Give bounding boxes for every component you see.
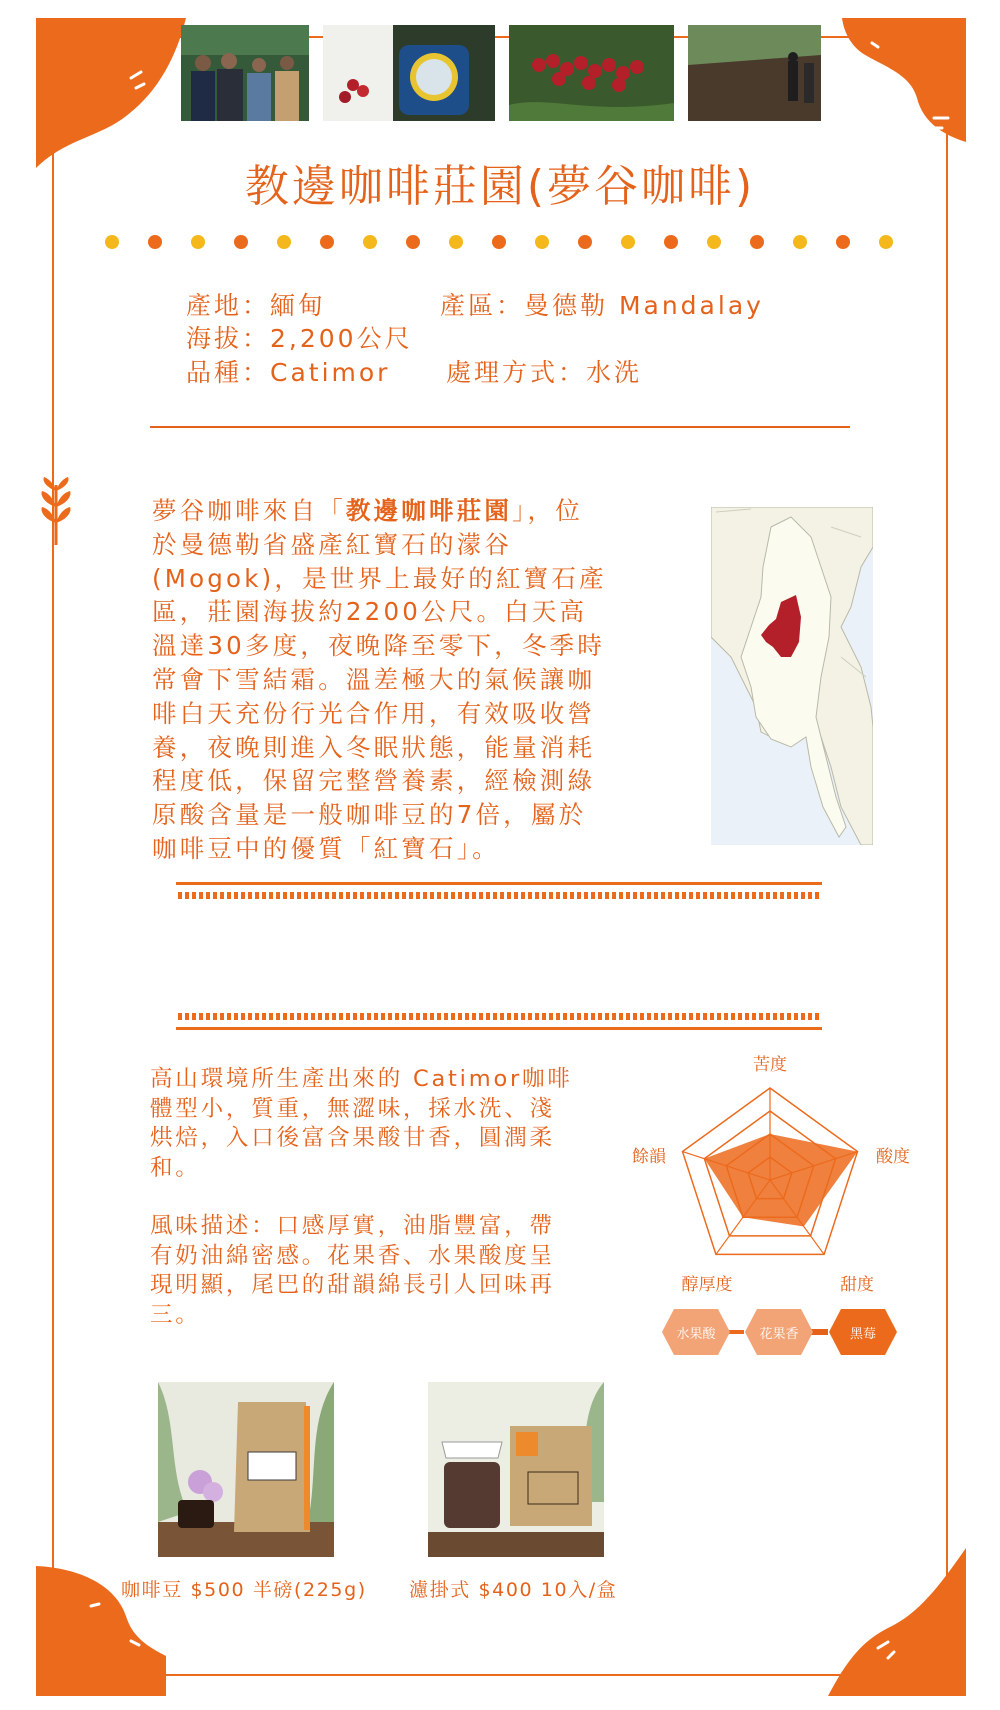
film-hole <box>605 1013 609 1020</box>
divider-dot <box>535 235 549 249</box>
film-hole <box>717 892 721 899</box>
film-hole <box>451 1013 455 1020</box>
film-hole <box>535 892 539 899</box>
process-text: 處理方式：水洗 <box>446 358 643 387</box>
flavor-tag-floral <box>745 1307 813 1357</box>
divider-dot <box>578 235 592 249</box>
film-hole <box>654 1013 658 1020</box>
film-hole <box>731 892 735 899</box>
divider-dot <box>879 235 893 249</box>
film-hole <box>339 892 343 899</box>
radar-label-after: 餘韻 <box>632 1147 666 1167</box>
film-hole <box>745 892 749 899</box>
film-hole <box>591 892 595 899</box>
film-hole <box>612 892 616 899</box>
film-hole <box>640 892 644 899</box>
story-line: 養，夜晚則進入冬眠狀態，能量消耗 <box>152 732 596 762</box>
film-hole <box>521 1013 525 1020</box>
flavor-radar-chart <box>625 1050 915 1310</box>
film-hole <box>633 1013 637 1020</box>
film-hole <box>234 892 238 899</box>
film-hole <box>577 1013 581 1020</box>
film-hole <box>465 1013 469 1020</box>
film-hole <box>479 892 483 899</box>
story-line: 原酸含量是一般咖啡豆的7倍，屬於 <box>152 800 587 830</box>
description-line: 三。 <box>150 1301 201 1328</box>
film-hole <box>689 1013 693 1020</box>
film-hole <box>374 892 378 899</box>
film-hole <box>311 892 315 899</box>
photo-drying-field <box>688 25 821 121</box>
film-hole <box>535 1013 539 1020</box>
divider-dot <box>148 235 162 249</box>
myanmar-map <box>711 507 873 845</box>
film-hole <box>731 1013 735 1020</box>
film-hole <box>283 892 287 899</box>
film-hole <box>577 892 581 899</box>
film-hole <box>472 892 476 899</box>
film-hole <box>661 892 665 899</box>
film-hole <box>752 892 756 899</box>
film-hole <box>367 892 371 899</box>
film-hole <box>248 1013 252 1020</box>
film-hole <box>647 1013 651 1020</box>
film-hole <box>416 1013 420 1020</box>
film-hole <box>717 1013 721 1020</box>
film-hole <box>710 892 714 899</box>
film-hole <box>444 1013 448 1020</box>
film-hole <box>598 892 602 899</box>
film-hole <box>745 1013 749 1020</box>
divider-dot <box>277 235 291 249</box>
story-line-1 <box>152 494 607 528</box>
film-hole <box>402 1013 406 1020</box>
film-hole <box>332 1013 336 1020</box>
film-hole <box>388 892 392 899</box>
divider-dot <box>793 235 807 249</box>
coffee-description <box>150 1065 610 1183</box>
film-hole <box>556 1013 560 1020</box>
description-line: 高山環境所生產出來的 Catimor咖啡 <box>150 1066 573 1092</box>
film-hole <box>619 892 623 899</box>
story-paragraph <box>152 494 607 866</box>
film-hole <box>234 1013 238 1020</box>
film-hole <box>297 892 301 899</box>
divider-dot <box>492 235 506 249</box>
film-hole <box>430 1013 434 1020</box>
film-hole <box>206 1013 210 1020</box>
divider-dot <box>707 235 721 249</box>
film-hole <box>668 1013 672 1020</box>
film-hole <box>416 892 420 899</box>
film-hole <box>248 892 252 899</box>
film-hole <box>507 1013 511 1020</box>
photo-cherries-meter <box>323 25 495 121</box>
flavor-tag-blackberry <box>829 1307 897 1357</box>
film-hole <box>780 892 784 899</box>
divider-dot <box>234 235 248 249</box>
film-hole <box>178 1013 182 1020</box>
film-hole <box>206 892 210 899</box>
divider-dot <box>750 235 764 249</box>
divider-dot <box>105 235 119 249</box>
film-hole <box>759 892 763 899</box>
film-hole <box>346 1013 350 1020</box>
film-hole <box>269 892 273 899</box>
film-hole <box>514 1013 518 1020</box>
region-text: 產區：曼德勒 Mandalay <box>440 291 764 320</box>
film-hole <box>542 892 546 899</box>
flavor-tag-label: 花果香 <box>759 1327 799 1342</box>
film-hole <box>724 1013 728 1020</box>
film-hole <box>780 1013 784 1020</box>
film-hole <box>290 892 294 899</box>
film-hole <box>766 892 770 899</box>
film-hole <box>703 1013 707 1020</box>
film-hole <box>297 1013 301 1020</box>
film-hole <box>423 892 427 899</box>
description-line: 現明顯，尾巴的甜韻綿長引人回味再 <box>150 1272 555 1298</box>
film-hole <box>374 1013 378 1020</box>
divider-dot <box>449 235 463 249</box>
film-hole <box>633 892 637 899</box>
film-hole <box>199 1013 203 1020</box>
film-hole <box>500 1013 504 1020</box>
corner-blob-top-right <box>842 18 966 142</box>
film-hole <box>556 892 560 899</box>
film-hole <box>703 892 707 899</box>
variety-text: 品種：Catimor <box>186 358 391 387</box>
film-hole <box>500 892 504 899</box>
film-hole <box>444 892 448 899</box>
flavor-description <box>150 1212 610 1330</box>
film-hole <box>626 892 630 899</box>
film-hole <box>353 892 357 899</box>
film-hole <box>353 1013 357 1020</box>
film-hole <box>241 1013 245 1020</box>
film-hole <box>696 1013 700 1020</box>
film-hole <box>192 1013 196 1020</box>
film-hole <box>549 892 553 899</box>
film-hole <box>521 892 525 899</box>
price-beans: 咖啡豆 $500 半磅(225g) <box>121 1579 367 1601</box>
dot-divider <box>105 235 905 255</box>
film-hole <box>689 892 693 899</box>
film-hole <box>787 1013 791 1020</box>
radar-label-body: 醇厚度 <box>681 1275 733 1295</box>
film-hole <box>570 892 574 899</box>
film-hole <box>304 1013 308 1020</box>
film-hole <box>220 892 224 899</box>
film-hole <box>563 1013 567 1020</box>
divider-dot <box>363 235 377 249</box>
film-hole <box>437 892 441 899</box>
film-hole <box>346 892 350 899</box>
film-hole <box>318 1013 322 1020</box>
film-hole <box>675 892 679 899</box>
film-hole <box>598 1013 602 1020</box>
section-divider <box>150 426 850 428</box>
film-hole <box>507 892 511 899</box>
film-hole <box>542 1013 546 1020</box>
photo-farmers <box>181 25 309 121</box>
film-hole <box>696 892 700 899</box>
divider-dot <box>191 235 205 249</box>
film-hole <box>381 892 385 899</box>
film-hole <box>255 1013 259 1020</box>
photo-coffee-cherries <box>509 25 674 121</box>
film-hole <box>801 1013 805 1020</box>
film-hole <box>304 892 308 899</box>
film-hole <box>808 1013 812 1020</box>
film-hole <box>794 1013 798 1020</box>
film-hole <box>815 1013 819 1020</box>
film-hole <box>528 1013 532 1020</box>
film-hole <box>675 1013 679 1020</box>
film-hole <box>388 1013 392 1020</box>
film-hole <box>752 1013 756 1020</box>
film-hole <box>682 892 686 899</box>
film-hole <box>640 1013 644 1020</box>
story-line: 溫達30多度，夜晚降至零下，冬季時 <box>152 631 606 661</box>
film-hole <box>262 892 266 899</box>
price-dripbag: 濾掛式 $400 10入/盒 <box>409 1579 618 1601</box>
film-hole <box>787 892 791 899</box>
film-hole <box>276 892 280 899</box>
radar-data-shape <box>704 1134 857 1227</box>
altitude-text: 海拔：2,200公尺 <box>186 324 413 353</box>
flavor-tag-label: 黑莓 <box>849 1327 876 1342</box>
film-hole <box>493 1013 497 1020</box>
film-hole <box>605 892 609 899</box>
film-hole <box>199 892 203 899</box>
film-hole <box>486 1013 490 1020</box>
film-hole <box>724 892 728 899</box>
film-hole <box>213 1013 217 1020</box>
origin-text: 產地：緬甸 <box>186 291 327 320</box>
film-hole <box>227 1013 231 1020</box>
film-hole <box>395 892 399 899</box>
film-hole <box>465 892 469 899</box>
product-photo-beans <box>158 1382 334 1557</box>
film-hole <box>276 1013 280 1020</box>
film-hole <box>360 1013 364 1020</box>
film-hole <box>759 1013 763 1020</box>
film-hole <box>584 892 588 899</box>
film-hole <box>381 1013 385 1020</box>
film-hole <box>311 1013 315 1020</box>
divider-dot <box>406 235 420 249</box>
film-hole <box>766 1013 770 1020</box>
film-hole <box>794 892 798 899</box>
film-hole <box>332 892 336 899</box>
film-hole <box>493 892 497 899</box>
film-hole <box>682 1013 686 1020</box>
film-hole <box>668 892 672 899</box>
film-hole <box>458 1013 462 1020</box>
film-hole <box>290 1013 294 1020</box>
film-hole <box>514 892 518 899</box>
flavor-tag-fruit-acid <box>662 1307 730 1357</box>
corner-blob-top-left <box>36 18 186 168</box>
film-hole <box>185 1013 189 1020</box>
story-line: 常會下雪結霜。溫差極大的氣候讓咖 <box>152 664 596 694</box>
film-hole <box>423 1013 427 1020</box>
wheat-icon <box>36 475 76 547</box>
film-hole <box>654 892 658 899</box>
story-line: 區，莊園海拔約2200公尺。白天高 <box>152 597 588 627</box>
description-line: 和。 <box>150 1154 201 1181</box>
film-hole <box>815 892 819 899</box>
film-hole <box>528 892 532 899</box>
film-hole <box>738 892 742 899</box>
film-hole <box>255 892 259 899</box>
film-hole <box>437 1013 441 1020</box>
description-line: 有奶油綿密感。花果香、水果酸度呈 <box>150 1242 555 1269</box>
estate-name: 教邊咖啡莊園 <box>345 496 513 525</box>
film-hole <box>325 892 329 899</box>
film-hole <box>619 1013 623 1020</box>
film-hole <box>801 892 805 899</box>
page-title: 教邊咖啡莊園(夢谷咖啡) <box>244 161 756 212</box>
film-hole <box>409 892 413 899</box>
film-hole <box>213 892 217 899</box>
film-hole <box>325 1013 329 1020</box>
divider-dot <box>664 235 678 249</box>
film-hole <box>549 1013 553 1020</box>
film-hole <box>192 892 196 899</box>
film-hole <box>395 1013 399 1020</box>
film-hole <box>185 892 189 899</box>
radar-label-acid: 酸度 <box>876 1147 910 1167</box>
film-hole <box>584 1013 588 1020</box>
divider-dot <box>836 235 850 249</box>
film-hole <box>367 1013 371 1020</box>
film-hole <box>451 892 455 899</box>
film-hole <box>283 1013 287 1020</box>
film-hole <box>773 1013 777 1020</box>
film-hole <box>479 1013 483 1020</box>
film-hole <box>808 892 812 899</box>
film-hole <box>262 1013 266 1020</box>
film-hole <box>773 892 777 899</box>
story-line-1-post: 」，位 <box>512 496 583 525</box>
film-hole <box>472 1013 476 1020</box>
film-hole <box>458 892 462 899</box>
film-hole <box>591 1013 595 1020</box>
film-hole <box>269 1013 273 1020</box>
corner-blob-bottom-right <box>818 1548 966 1696</box>
story-line: 啡白天充份行光合作用，有效吸收營 <box>152 698 596 728</box>
film-hole <box>626 1013 630 1020</box>
film-hole <box>738 1013 742 1020</box>
film-hole <box>612 1013 616 1020</box>
film-hole <box>710 1013 714 1020</box>
story-line: 程度低，保留完整營養素，經檢測綠 <box>152 766 596 796</box>
film-hole <box>570 1013 574 1020</box>
film-hole <box>241 892 245 899</box>
film-hole <box>402 892 406 899</box>
radar-label-sweet: 甜度 <box>840 1275 874 1295</box>
product-photo-dripbag <box>428 1382 604 1557</box>
divider-dot <box>621 235 635 249</box>
story-line: 於曼德勒省盛產紅寶石的濛谷 <box>152 529 513 559</box>
film-hole <box>227 892 231 899</box>
film-hole <box>661 1013 665 1020</box>
radar-label-bitter: 苦度 <box>753 1055 787 1075</box>
description-line: 體型小，質重，無澀味，採水洗、淺 <box>150 1095 555 1122</box>
film-hole <box>647 892 651 899</box>
film-hole <box>486 892 490 899</box>
film-hole <box>178 892 182 899</box>
film-hole <box>430 892 434 899</box>
description-line: 烘焙，入口後富含果酸甘香，圓潤柔 <box>150 1125 555 1151</box>
story-line-1-pre: 夢谷咖啡來自「 <box>152 496 346 525</box>
film-hole <box>318 892 322 899</box>
film-hole <box>360 892 364 899</box>
flavor-tag-label: 水果酸 <box>676 1327 716 1342</box>
film-hole <box>409 1013 413 1020</box>
photo-filmstrip <box>176 882 822 1030</box>
film-hole <box>563 892 567 899</box>
film-hole <box>220 1013 224 1020</box>
story-line: 咖啡豆中的優質「紅寶石」。 <box>152 833 500 863</box>
story-line: (Mogok)，是世界上最好的紅寶石產 <box>152 563 607 593</box>
film-hole <box>339 1013 343 1020</box>
divider-dot <box>320 235 334 249</box>
description-line: 風味描述：口感厚實，油脂豐富，帶 <box>150 1213 555 1239</box>
